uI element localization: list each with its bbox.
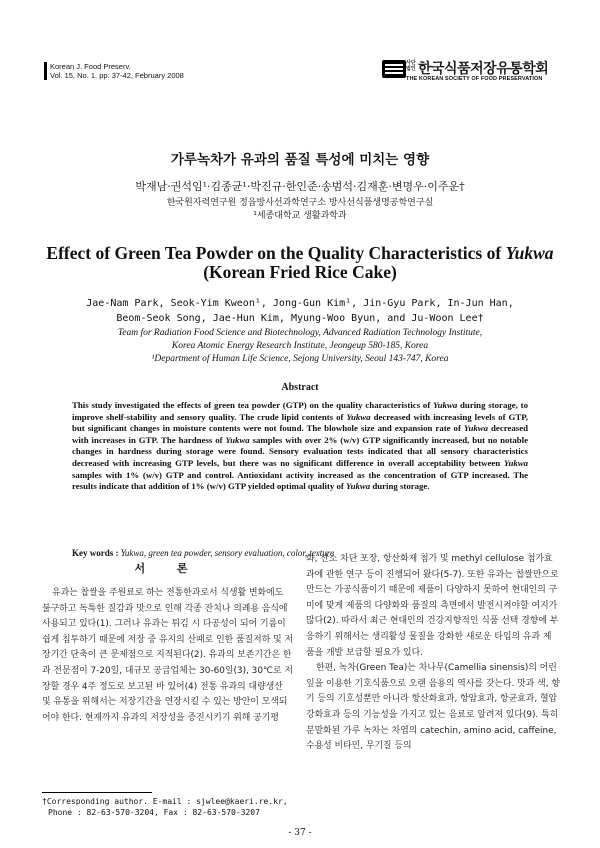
society-name-kr: 한국식품저장유통학회 (418, 61, 549, 77)
abstract-text: This study investigated the effects of green tea powder (GTP) on the quality characteristics of Yukwa during storage, to improve shelf-stability and sensory quality. The crude lipid contents of Yukwa decreased with increasing levels of GTP, but significant changes in moisture contents were not found. The blowhole size and expansion rate of Yukwa decreased with increases in GTP. The hardness of Yukwa samples with over 2% (w/v) GTP significantly increased, but no notable changes in hardness during storage were found. Sensory evaluation tests indicated that all sensory characteristics decreased with increasing GTP levels, but there was no significant difference in overall acceptability between Yukwa samples with 1% (w/v) GTP and control. Antioxidant activity increased as the concentration of GTP increased. The results indicate that addition of 1% (w/v) GTP yielded optimal quality of Yukwa during storage. (72, 400, 529, 492)
footnote-line1: †Corresponding author. E-mail : sjwlee@kaeri.re.kr, (42, 797, 288, 806)
keywords-list: Yukwa, green tea powder, sensory evaluation, color, texture (120, 548, 334, 558)
society-name-en: THE KOREAN SOCIETY OF FOOD PRESERVATION (406, 76, 543, 82)
paper-title-kr: 가루녹차가 유과의 품질 특성에 미치는 영향 (170, 152, 430, 168)
right-paragraph-1: 화, 산소 차단 포장, 항산화제 첨가 및 methyl cellulose 첨가효과에 관한 연구 등이 진행되어 왔다(5-7). 또한 유과는 찹쌀만으로 만드는 가공식품이기 때문에 제품이 다양하지 못하여 현대인의 구미에 맞게 제품의 다양화와 품질의 측면에서 발전시켜야할 여지가 많다(2). 따라서 최근 현대인의 건강지향적인 식품 선택 경향에 부응하기 위해서는 생리활성 물질을 강화한 새로운 타입의 유과 제품을 개발 보급할 필요가 있다. (306, 554, 559, 658)
right-paragraph-2: 한편, 녹차(Green Tea)는 차나무(Camellia sinensis)의 어린잎을 이용한 기호식품으로 오랜 음용의 역사를 갖는다. 맛과 색, 향기 등의 기호성뿐만 아니라 항산화효과, 항암효과, 항균효과, 혈압강화효과 등의 기능성을 가지고 있는 음료로 알려져 있다(9). 특히 분말화된 가루 녹차는 차엽의 catechin, amino acid, caffeine, 수용성 비타민, 무기질 등의 (306, 663, 560, 752)
paper-title-en-line2: (Korean Fried Rice Cake) (203, 262, 397, 282)
society-logo (382, 58, 562, 84)
paper-title-en-line1: Effect of Green Tea Powder on the Quality Characteristics of Yukwa (46, 243, 554, 263)
left-column (42, 586, 294, 726)
footnote-line2: Phone : 82-63-570-3204, Fax : 82-63-570-3207 (48, 808, 260, 817)
journal-citation (50, 62, 184, 80)
society-emblem-icon (382, 60, 406, 78)
authors-en-line2: Beom-Seok Song, Jae-Hun Kim, Myung-Woo Byun, and Ju-Woon Lee† (116, 313, 484, 324)
footnote-rule (42, 792, 152, 793)
intro-heading: 서 론 (134, 562, 202, 575)
paper-title-en (40, 244, 560, 282)
footnote (42, 796, 288, 818)
authors-en-line1: Jae-Nam Park, Seok-Yim Kweon¹, Jong-Gun Kim¹, Jin-Gyu Park, In-Jun Han, (86, 298, 514, 309)
affiliation-kr-2: ¹세종대학교 생활과학과 (253, 211, 347, 221)
abstract-heading: Abstract (281, 382, 319, 393)
society-type: 사단법인 (406, 60, 416, 72)
affiliation-en-2: Korea Atomic Energy Research Institute, Jeongeup 580-185, Korea (171, 341, 429, 351)
affiliation-kr-1: 한국원자력연구원 정읍방사선과학연구소 방사선식품생명공학연구실 (166, 198, 434, 208)
affiliation-en-3: ¹Department of Human Life Science, Sejong University, Seoul 143-747, Korea (151, 354, 449, 364)
authors-kr: 박재남·권석임¹·김종균¹·박진규·한인준·송범석·김재훈·변명우·이주운† (135, 180, 465, 193)
journal-bar (44, 62, 47, 80)
journal-volume: Vol. 15, No. 1. pp. 37-42, February 2008 (50, 71, 184, 80)
left-paragraph-1: 유과는 찹쌀을 주원료로 하는 전통한과로서 식생활 변화에도 불구하고 독특한 질감과 맛으로 인해 각종 잔치나 의례용 음식에 사용되고 있다(1). 그러나 유과는 튀김 시 다공성이 되어 기름이 쉽게 침투하기 때문에 저장 중 유지의 산패로 인한 품질저하 및 저장기간 단축이 큰 문제점으로 지적된다(2). 유과의 보존기간은 한과 전문점이 7-20일, 대규모 공급업체는 30-60일(3), 30℃로 저장할 경우 4주 정도로 보고된 바 있어(4) 전통 유과의 대량생산 및 유통을 위해서는 저장기간을 연장시킬 수 있는 방안이 모색되어야 한다. 현재까지 유과의 저장성을 증진시키기 위해 공기평 (42, 588, 294, 723)
keywords-label: Key words : (72, 548, 119, 558)
authors-en (40, 296, 560, 326)
journal-name: Korean J. Food Preserv. (50, 62, 131, 71)
right-column (306, 552, 560, 755)
abstract-body (72, 400, 528, 493)
affiliation-en-1: Team for Radiation Food Science and Biotechnology, Advanced Radiation Technology Institute, (117, 328, 483, 338)
page-number: - 37 - (288, 828, 312, 838)
